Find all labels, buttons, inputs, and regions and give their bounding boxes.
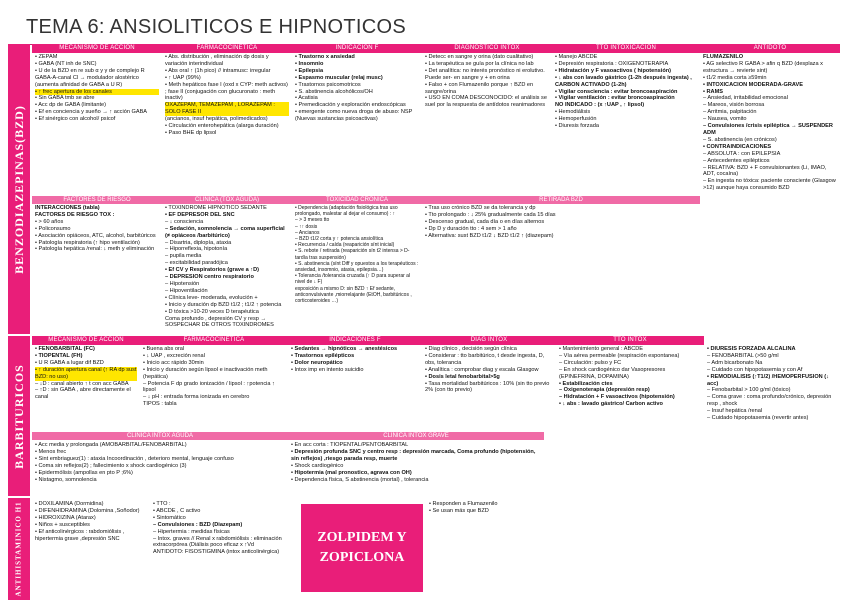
text-line: • Hidratación y F vasoactivos ( hipotensión) — [555, 67, 672, 74]
column-header: INDICACIONES F — [288, 336, 422, 345]
text-line: • Tto prolongado : ↓ 25% gradualmente cada 15 días — [425, 211, 556, 218]
text-line: • GABA (NT inh de SNC) — [35, 60, 97, 67]
section-label-anti — [8, 498, 30, 600]
text-line: – FENOBARBITAL (>50 g/ml — [707, 352, 779, 359]
text-line: • Ef CV y Respiratorios (grave a ↑D) — [165, 267, 259, 274]
bzd-tto-cell — [552, 53, 700, 138]
barb-aguda-cell — [32, 441, 288, 497]
page-title: TEMA 6: ANSIOLITICOS E HIPNOTICOS — [26, 16, 406, 38]
text-line: – S. abstinencia (en crónicos) — [703, 136, 777, 143]
text-line: – Potencia F dp grado ionización / lipsol : ↑potencia ↑ lipsol — [143, 380, 275, 394]
column-header: DIAG INTOX — [422, 336, 556, 345]
text-line: TIPOS : tabla — [143, 401, 177, 408]
column-header: FARMACOCINETICA — [140, 336, 288, 345]
text-line: – Convulsiones /crisis epiléptica → SUSPENDER ADM — [703, 123, 833, 136]
barb-diag-cell — [422, 345, 556, 426]
text-line: • Shock cardiogénico — [291, 462, 344, 469]
text-line: – Disartria, diplopía, ataxia — [165, 239, 232, 246]
text-line: – Antecedentes epilépticos — [703, 157, 770, 164]
text-line: • RAMS — [703, 88, 723, 95]
text-line: • Patología respiratoria (↑ hipo ventilación) — [35, 239, 140, 246]
text-line: • Detecc en sangre y orina (dato cualitativo) — [425, 54, 534, 60]
column-header: TTO INTOXICACION — [552, 44, 700, 53]
text-line: • S. rebote / retirada (reaparición sín t2 intensa > D-tardía tras suspensión) — [295, 248, 410, 261]
text-line: • HIDROXIZINA (Atarax) — [35, 514, 96, 521]
text-line: • Tasa mortalidad barbitúricos : 10% (sin tto previo 2% (con tto previo) — [425, 380, 550, 394]
column-header: ANTIDOTO — [700, 44, 840, 53]
bzd-top-header-row — [32, 44, 840, 53]
column-header: CLINICA INTOX GRAVE — [288, 432, 544, 440]
text-line: • Trastorno x ansiedad — [295, 54, 355, 60]
column-header: DIAGNOSTICO INTOX — [422, 44, 552, 53]
text-line: FLUMAZENILO — [703, 54, 744, 60]
text-line: • ABCDE , C activo — [153, 507, 201, 514]
barb-low-header-row — [32, 432, 544, 440]
text-line: • ZEPAM — [35, 54, 58, 60]
text-line: • ↓ abs : lavado gástrico/ Carbon activo — [559, 401, 663, 408]
text-line: – Mareos, visión borrosa — [703, 102, 765, 109]
text-line: – Oxigenoterapia (depresión resp) — [559, 387, 650, 394]
text-line: • TIOPENTAL (FH) — [35, 352, 83, 359]
bzd-clinica-cell — [162, 204, 292, 334]
text-line: • EF DEPRESOR DEL SNC — [165, 211, 235, 218]
text-line: – Hipoventilación — [165, 287, 208, 294]
text-line: • Depresión respiratoria : OXIGENOTERAPIA — [555, 60, 669, 67]
text-line: • Tras uso crónico BZD se da tolerancia y dp — [425, 205, 536, 211]
anti-col2-cell — [150, 500, 298, 600]
text-line: – > 3 meses tto — [295, 217, 330, 224]
text-line: – excitabilidad paradójica — [165, 260, 228, 267]
bzd-diagnostico-cell — [422, 53, 552, 138]
text-line: • Inicio acc rápido 30min — [143, 359, 204, 366]
text-line: • En acc corta : TIOPENTAL/PENTOBARBITAL — [291, 442, 409, 448]
text-line: • Abs oral ↑ (1h pico) // intramusc: irregular — [165, 67, 271, 74]
text-line: – Coma grave : coma profundo/crónico, depresión resp , shock — [707, 394, 832, 408]
text-line: • Buena abs oral — [143, 346, 185, 352]
barb-tto1-cell — [556, 345, 704, 431]
bzd-mid-content — [32, 204, 840, 334]
text-line: • Menos frec — [35, 448, 67, 455]
text-line: • Sint embriaguez(1) : ataxia Incoordinación , deterioro mental, lenguaje confuso — [35, 455, 234, 462]
column-header: MECANISMO DE ACCION — [32, 336, 140, 345]
bzd-cronica-cell — [292, 204, 422, 334]
text-line: • Coma sin reflejos(2) ; fallecimiento x shock cardiogénico (3) — [35, 462, 187, 469]
text-line: • Insomnio — [295, 60, 324, 67]
text-line: – DEPRESION centro respiratorio — [165, 274, 254, 281]
text-line: • Epidermólisis (ampollas en pto P ;6%) — [35, 469, 133, 476]
column-header: TOXICIDAD CRONICA — [292, 196, 422, 204]
text-line: – Hidratación + F vasoactivos (hipotensión) — [559, 394, 675, 401]
text-line: • TOXINDROME HIPNOTICO SEDANTE — [165, 205, 267, 211]
text-line: FACTORES DE RIESGO TOX : — [35, 211, 115, 218]
text-line: • DIURESIS FORZADA ALCALINA — [707, 346, 796, 352]
text-line: – Ansiedad, irritabilidad emocional — [703, 95, 788, 102]
summary-sheet — [8, 44, 840, 600]
text-line: – ↓ pH : entrada forma ionizada en cerebro — [143, 394, 250, 401]
text-line: • Ef anticolinérgicos : rabdomiólisis , hipertermia grave ,depresión SNC — [35, 528, 125, 542]
barb-header-row — [32, 336, 840, 345]
text-line: • Inicio y duración dp BZD t1/2 ; t1/2 ↑ potencia — [165, 301, 282, 308]
text-line: – ↑D : sin GABA , abre directamente el canal — [35, 387, 131, 401]
text-line: • Depresión profunda SNC y centro resp : depresión marcada, Coma profundo (hipotensión, sin reflejos) ,riesgo parada resp, muerte — [291, 448, 536, 462]
text-line: • Diuresis forzada — [555, 123, 599, 130]
text-line: • Dosis letal fenobarbital>5g — [425, 373, 500, 380]
text-line: – Fenobarbital > 100 g/ml (tóxico) — [707, 387, 791, 394]
barb-content — [32, 345, 840, 431]
text-line: • Falso + con Flumazenilo porque ↑ BZD en sangre/orina — [425, 81, 534, 95]
text-line: • Epilepsia — [295, 67, 324, 74]
text-line: • ↓ UAP , excreción renal — [143, 352, 205, 359]
text-line: • ↑ UAP (99%) — [165, 74, 201, 81]
anti-col1-cell — [32, 500, 150, 600]
text-line: – ↓ consciencia — [165, 218, 204, 225]
text-line: • Patología hepática /renal: ↓ meth y eliminación — [35, 246, 155, 253]
section-label-bzd — [8, 44, 30, 334]
text-line: – Insuf hepática /renal — [707, 408, 763, 415]
section-barb-text: BARBITURICOS — [11, 363, 26, 469]
text-line: • Alternativa: sust BZD t1/2 ↓ BZD t1/2 ↑ (diazepam) — [425, 232, 554, 239]
text-line: exposición a mismo D: sin BZD ↑ Ef sedante, anticonvulsivante ,miorrelajante (EtOH, barbitúricos , corticosteroides …) — [295, 285, 412, 305]
bzd-mecanismo-cell — [32, 53, 162, 138]
text-line: • Paso BHE dp lipsol — [165, 129, 217, 136]
text-line: • Vigilar consciencia : evitar broncoaspiración — [555, 88, 678, 95]
text-line: • Analítica : comprobar diag y escala Glasgow — [425, 366, 539, 373]
text-line: • Recurrencia / caída (reaparición sínt inicial) — [295, 242, 395, 249]
zolpidem-title: ZOLPIDEM Y ZOPICLONA — [301, 504, 423, 592]
text-line: – Convulsiones : BZD (Diazepam) — [153, 521, 243, 528]
text-line: • ↓ abs con lavado gástrico (1-2h después ingesta) , CARBON ACTIVADO (1-2h) — [555, 74, 692, 88]
text-line: • Clínica leve- moderada, evolución + — [165, 294, 258, 301]
text-line: • Hipotermia (mal pronostico, agrava con OH) — [291, 469, 412, 476]
text-line: • U R GABA a lugar dif BZD — [35, 359, 104, 366]
barb-indicaciones-cell — [288, 345, 422, 426]
text-line: • Diag clínico , decisión según clínica — [425, 346, 517, 352]
text-line: – En shock cardiogénico dar Vasopresores (EPINEFRINA, DOPAMINA) — [559, 366, 666, 380]
text-line: OXAZEPAM, TEMAZEPAM , LORAZEPAM : SOLO FASE II — [165, 102, 289, 116]
text-line: • Acatisia — [295, 95, 318, 102]
barb-low-content — [32, 441, 544, 497]
text-line: • Trastornos psicomotricos — [295, 81, 361, 88]
text-line: • Dependencia física, S abstinencia (mortal) , tolerancia — [291, 476, 429, 483]
text-line: – Hipotensión — [165, 280, 200, 287]
text-line: • U de la BZD en re sub α y γ de complejo R GABA-A-canal Cl → modulador alostérico (aumenta afinidad de GABA a U R) — [35, 67, 145, 88]
bzd-riesgo-cell — [32, 204, 162, 334]
text-line: • Dolor neuropático — [291, 359, 343, 366]
anti-content — [32, 500, 840, 600]
text-line: • USO EN COMA DESCONOCIDO: el análisis se suel por la respuesta de antídotos reanimadores — [425, 95, 547, 109]
text-line: – ABSOLUTA : con EPILEPSIA — [703, 150, 781, 157]
anti-col4-cell — [426, 500, 840, 600]
text-line: – ↑↑ dosis — [295, 223, 318, 230]
column-header: TTO INTOX — [556, 336, 704, 345]
text-line: • Meth hepáticos fase I (oxd x CYP: meth activos) ; fase II (conjugación con glucuronato : meth inactiv) — [165, 81, 288, 102]
text-line: • Policonsumo — [35, 225, 71, 232]
text-line: – Circulación: pulso y FC — [559, 359, 622, 366]
text-line: • DIFENHIDRAMINA (Dolomina ,Soñodor) — [35, 507, 140, 514]
text-line: • Estabilización ctes — [559, 380, 613, 387]
text-line: • emergente como nueva droga de abuso: NSP (Nuevas sustancias psicoactivas) — [295, 109, 413, 123]
barb-mecanismo-cell — [32, 345, 140, 426]
text-line: • CONTRAINDICACIONES — [703, 143, 772, 150]
text-line: • FENOBARBITAL (FC) — [35, 346, 95, 352]
text-line: – RELATIVA: BZD + F convulsionantes (Li, IMAO, ADT, cocaína) — [703, 164, 827, 178]
text-line: • ↑ frec apertura de los canales — [35, 89, 159, 96]
text-line: • Inicio y duración según lipsol e inactivación meth (hepática) — [143, 366, 268, 380]
text-line: • INTOXICACION MODERADA-GRAVE — [703, 81, 803, 88]
bzd-mid-header-row — [32, 196, 840, 204]
text-line: • Dp D y duración tto : 4 sem > 1 año — [425, 225, 517, 232]
text-line: • t1/2 media corta ≥59min — [703, 74, 767, 81]
text-line: – En ingesta no tóxica: paciente consciente (Glasgow >12) aunque haya consumido BZD — [703, 178, 836, 192]
text-line: • TTO : — [153, 501, 171, 507]
section-anti-text: ANTIHISTAMINICO H1 — [15, 501, 24, 597]
text-line: • Espasmo muscular (relaj musc) — [295, 74, 383, 81]
text-line: • Descenso gradual, cada día o en días alternos — [425, 218, 545, 225]
text-line: • > 60 años — [35, 218, 64, 225]
barb-tto2-cell — [704, 345, 840, 426]
column-header: FACTORES DE RIESGO — [32, 196, 162, 204]
text-line: • Premedicación y exploración endoscópicas — [295, 102, 406, 109]
text-line: NO INDICADO : (x ↑UAP , ↑ lipsol) — [555, 102, 645, 109]
text-line: • AG selectivo R GABA > afin q BZD (desplaza x estructura → revierte sint) — [703, 60, 823, 74]
text-line: ANTIDOTO: FISOSTIGMINA (intox anticolinérgica) — [153, 549, 280, 556]
column-header: CLINICA INTOX AGUDA — [32, 432, 288, 440]
barb-farmaco-cell — [140, 345, 288, 426]
zolpidem-banner — [298, 500, 426, 600]
bzd-indicacion-cell — [292, 53, 422, 138]
text-line: – Vía aérea permeable (respiración espontanea) — [559, 352, 680, 359]
text-line: • Asociación opiáceos, ATC, alcohol, barbitúricos — [35, 232, 156, 239]
text-line: • Circulación enterohepática (alarga duración) — [165, 123, 279, 130]
section-bzd-text: BENZODIAZEPINAS(BZD) — [11, 104, 26, 274]
text-line: – BZD t1/2 corta y ↑ potencia ansiolítica — [295, 236, 384, 243]
text-line: • Trastornos epilépticos — [291, 352, 355, 359]
text-line: • Tolerancia /tolerancia cruzada (↑ D para superar al nivel de ↓ F) — [295, 273, 411, 286]
text-line: (ancianos, insuf hepática, polimedicados) — [165, 116, 268, 123]
text-line: • S. abstinencia (sínt Diff y opuestos a los terapéuticos : ansiedad, insomnio, ataxia, epilepsia…) — [295, 260, 419, 274]
text-line: • La terapéutica se guía por la clínica no lab — [425, 60, 534, 67]
text-line: • Det analítica: no interés pronóstico ni erolutivo. Puede ser- en sangre y + en orina — [425, 67, 545, 81]
text-line: – Sedación, somnolencia → coma superficial (≠ opiáceos /barbitúrico) — [165, 225, 285, 239]
bzd-farmaco-cell — [162, 53, 292, 138]
text-line: • Mantenimiento general : ABCDE — [559, 346, 644, 352]
text-line: – Hiporreflexia, hipotonía — [165, 246, 228, 253]
text-line: • Considerar : tto barbitúrico, t desde ingesta, D, obs, tolerancia — [425, 352, 545, 366]
text-line: • Se usan más que BZD — [429, 507, 489, 514]
text-line: • Ef en conciencia y sueño → ↑ acción GABA — [35, 109, 148, 116]
text-line: • Abs. distribución , eliminación dp dosis y variación interindividual — [165, 54, 269, 67]
column-header: INDICACION F — [292, 44, 422, 53]
text-line: • Acc media y prolongada (AMOBARBITAL/FENOBARBITAL) — [35, 442, 187, 448]
barb-grave-cell — [288, 441, 544, 497]
bzd-retirada-cell — [422, 204, 566, 334]
text-line: • ↑ duración apertura canal (↑ RA dp sust BZD: no uso) — [35, 366, 137, 380]
text-line: – Intox. graves // Renal x rabdomiólisis : eliminación extracorpórea (Diálisis poco eficaz x ↑Vd — [153, 535, 282, 549]
text-line: • S. abstinencia alcohólicos/OH — [295, 88, 373, 95]
text-line: • Sin GABA tmb se abre — [35, 95, 95, 102]
text-line: – Adm bicarbonato Na — [707, 359, 763, 366]
text-line: • Nistagmo, somnolencia — [35, 476, 97, 483]
column-header: RETIRADA BZD — [422, 196, 700, 204]
text-line: • DOXILAMINA (Dormidina) — [35, 501, 104, 507]
text-line: • D tóxica >10-20 veces D terapéutica — [165, 308, 259, 315]
text-line: • Responden a Flumazenilo — [429, 501, 498, 507]
column-header: CLINICA (TOX AGUDA) — [162, 196, 292, 204]
text-line: Coma profundo , depresión CV y resp → SOSPECHAR DE OTROS TOXINDROMES — [165, 315, 274, 329]
text-line: – Arritmia, palpitación — [703, 109, 757, 116]
text-line: • Vigilar ventilación : evitar broncoaspiración — [555, 95, 675, 102]
section-label-barb — [8, 336, 30, 496]
text-line: – Cuidado con hipopotasemia y con Af — [707, 366, 803, 373]
text-line: • Sedantes → hipnóticos → anestésicos — [291, 346, 398, 352]
text-line: • Hemodiálisis — [555, 109, 591, 116]
text-line: – Ancianos — [295, 229, 320, 236]
text-line: • Acc dp de GABA (limitante) — [35, 102, 106, 109]
text-line: • Ef sinérgico con alcohol/ psicof — [35, 116, 116, 123]
text-line: • Sintomático — [153, 514, 186, 521]
text-line: • Dependencia (adaptación fisiológica tras uso prolongado, malestar al dejar el consumo) : ↑ — [295, 205, 398, 218]
column-header: MECANISMO DE ACCION — [32, 44, 162, 53]
text-line: • Intox imp en intento suicidio — [291, 366, 364, 373]
text-line: • REMODIALISIS (↑T1/2) /HEMOPERFUSION (↓ acc) — [707, 373, 829, 387]
text-line: – Hipertermia : medidas físicas — [153, 528, 230, 535]
text-line: INTERACCIONES (tabla) — [35, 205, 100, 211]
text-line: – ↓D : canal abierto ↑ t con acc GABA — [35, 380, 129, 387]
column-header: FARMACOCINETICA — [162, 44, 292, 53]
text-line: • Hemoperfusión — [555, 116, 597, 123]
text-line: – pupila media — [165, 253, 202, 260]
text-line: • Manejo ABCDE — [555, 54, 598, 60]
text-line: – Cuidado hipopotasemia (revertir antes) — [707, 415, 809, 422]
bzd-top-content — [32, 53, 840, 196]
text-line: • Niños + susceptibles — [35, 521, 90, 528]
text-line: – Nausea, vomito — [703, 116, 747, 123]
